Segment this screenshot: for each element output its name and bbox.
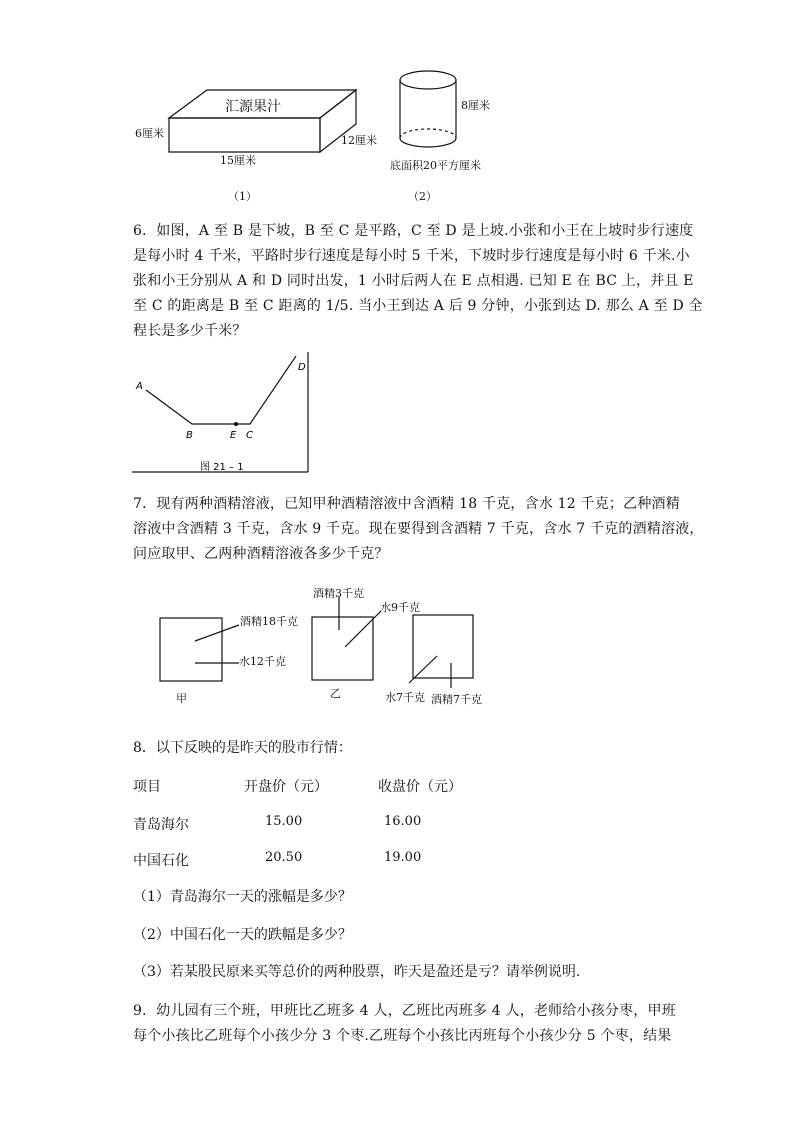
row-name: 青岛海尔 xyxy=(133,817,189,833)
q6-line: 6．如图，A 至 B 是下坡，B 至 C 是平路，C 至 D 是上坡.小张和小王在上坡时步行速度 xyxy=(133,223,694,239)
q6-line: 程长是多少千米？ xyxy=(133,323,247,339)
q9-line: 每个小孩比乙班每个小孩少分 3 个枣.乙班每个小孩比丙班每个小孩少分 5 个枣，结果 xyxy=(133,1028,672,1044)
question-7 xyxy=(133,492,704,567)
box-width-label: 12厘米 xyxy=(341,134,377,147)
caption-2: （2） xyxy=(408,190,437,203)
yi-alcohol-label: 酒精3千克 xyxy=(313,587,364,600)
box-length-label: 15厘米 xyxy=(220,154,256,167)
header-open: 开盘价（元） xyxy=(244,779,328,795)
jia-alcohol-label: 酒精18千克 xyxy=(240,615,298,628)
box-height-label: 6厘米 xyxy=(135,127,164,140)
q6-line: 至 C 的距离是 B 至 C 距离的 1/5. 当小王到达 A 后 9 分钟，小张到达 D. 那么 A 至 D 全 xyxy=(133,298,703,314)
q7-line: 7．现有两种酒精溶液，已知甲种酒精溶液中含酒精 18 千克，含水 12 千克；乙种酒精 xyxy=(133,496,680,512)
row-open: 15.00 xyxy=(265,814,303,829)
box-mixed xyxy=(413,615,473,678)
yi-water-label: 水9千克 xyxy=(380,601,420,614)
q8-sub-2: （2）中国石化一天的跌幅是多少？ xyxy=(133,927,352,943)
jia-label: 甲 xyxy=(176,692,187,705)
box-yi xyxy=(312,617,373,680)
row-open: 20.50 xyxy=(265,850,303,865)
point-e xyxy=(234,422,238,426)
q7-line: 溶液中含酒精 3 千克，含水 9 千克。现在要得到含酒精 7 千克，含水 7 千克的酒精溶液， xyxy=(133,521,704,537)
row-close: 16.00 xyxy=(384,814,422,829)
header-item: 项目 xyxy=(133,779,161,795)
header-close: 收盘价（元） xyxy=(378,779,462,795)
mixed-water-label: 水7千克 xyxy=(385,691,425,704)
cylinder-base-label: 底面积20平方厘米 xyxy=(390,159,481,172)
q8-title: 8．以下反映的是昨天的股市行情： xyxy=(133,740,352,756)
cylinder-height-label: 8厘米 xyxy=(461,99,490,112)
row-name: 中国石化 xyxy=(133,853,189,869)
q8-sub-3: （3）若某股民原来买等总价的两种股票，昨天是盈还是亏？请举例说明. xyxy=(133,964,581,980)
question-9 xyxy=(133,999,676,1049)
figure-caption: 图 21 – 1 xyxy=(200,462,244,473)
label-b: B xyxy=(186,430,193,441)
mixed-alcohol-label: 酒精7千克 xyxy=(431,693,482,706)
yi-label: 乙 xyxy=(330,687,341,700)
row-close: 19.00 xyxy=(384,850,422,865)
question-6 xyxy=(133,219,703,344)
caption-1: （1） xyxy=(228,190,257,203)
label-e: E xyxy=(230,430,237,441)
slope-diagram xyxy=(132,352,312,472)
box-label: 汇源果汁 xyxy=(225,99,281,115)
q8-sub-1: （1）青岛海尔一天的涨幅是多少？ xyxy=(133,889,352,905)
q9-line: 9．幼儿园有三个班，甲班比乙班多 4 人，乙班比丙班多 4 人，老师给小孩分枣，甲班 xyxy=(133,1003,676,1019)
juice-box-drawing xyxy=(130,60,530,170)
label-a: A xyxy=(136,381,143,392)
q6-line: 张和小王分别从 A 和 D 同时出发，1 小时后两人在 E 点相遇. 已知 E 在 BC 上，并且 E xyxy=(133,273,694,289)
jia-water-label: 水12千克 xyxy=(239,655,286,668)
box-jia xyxy=(160,618,222,681)
label-c: C xyxy=(246,430,253,441)
q7-line: 问应取甲、乙两种酒精溶液各多少千克？ xyxy=(133,546,389,562)
label-d: D xyxy=(298,362,306,373)
q6-line: 是每小时 4 千米，平路时步行速度是每小时 5 千米，下坡时步行速度是每小时 6 千米.小 xyxy=(133,248,690,264)
